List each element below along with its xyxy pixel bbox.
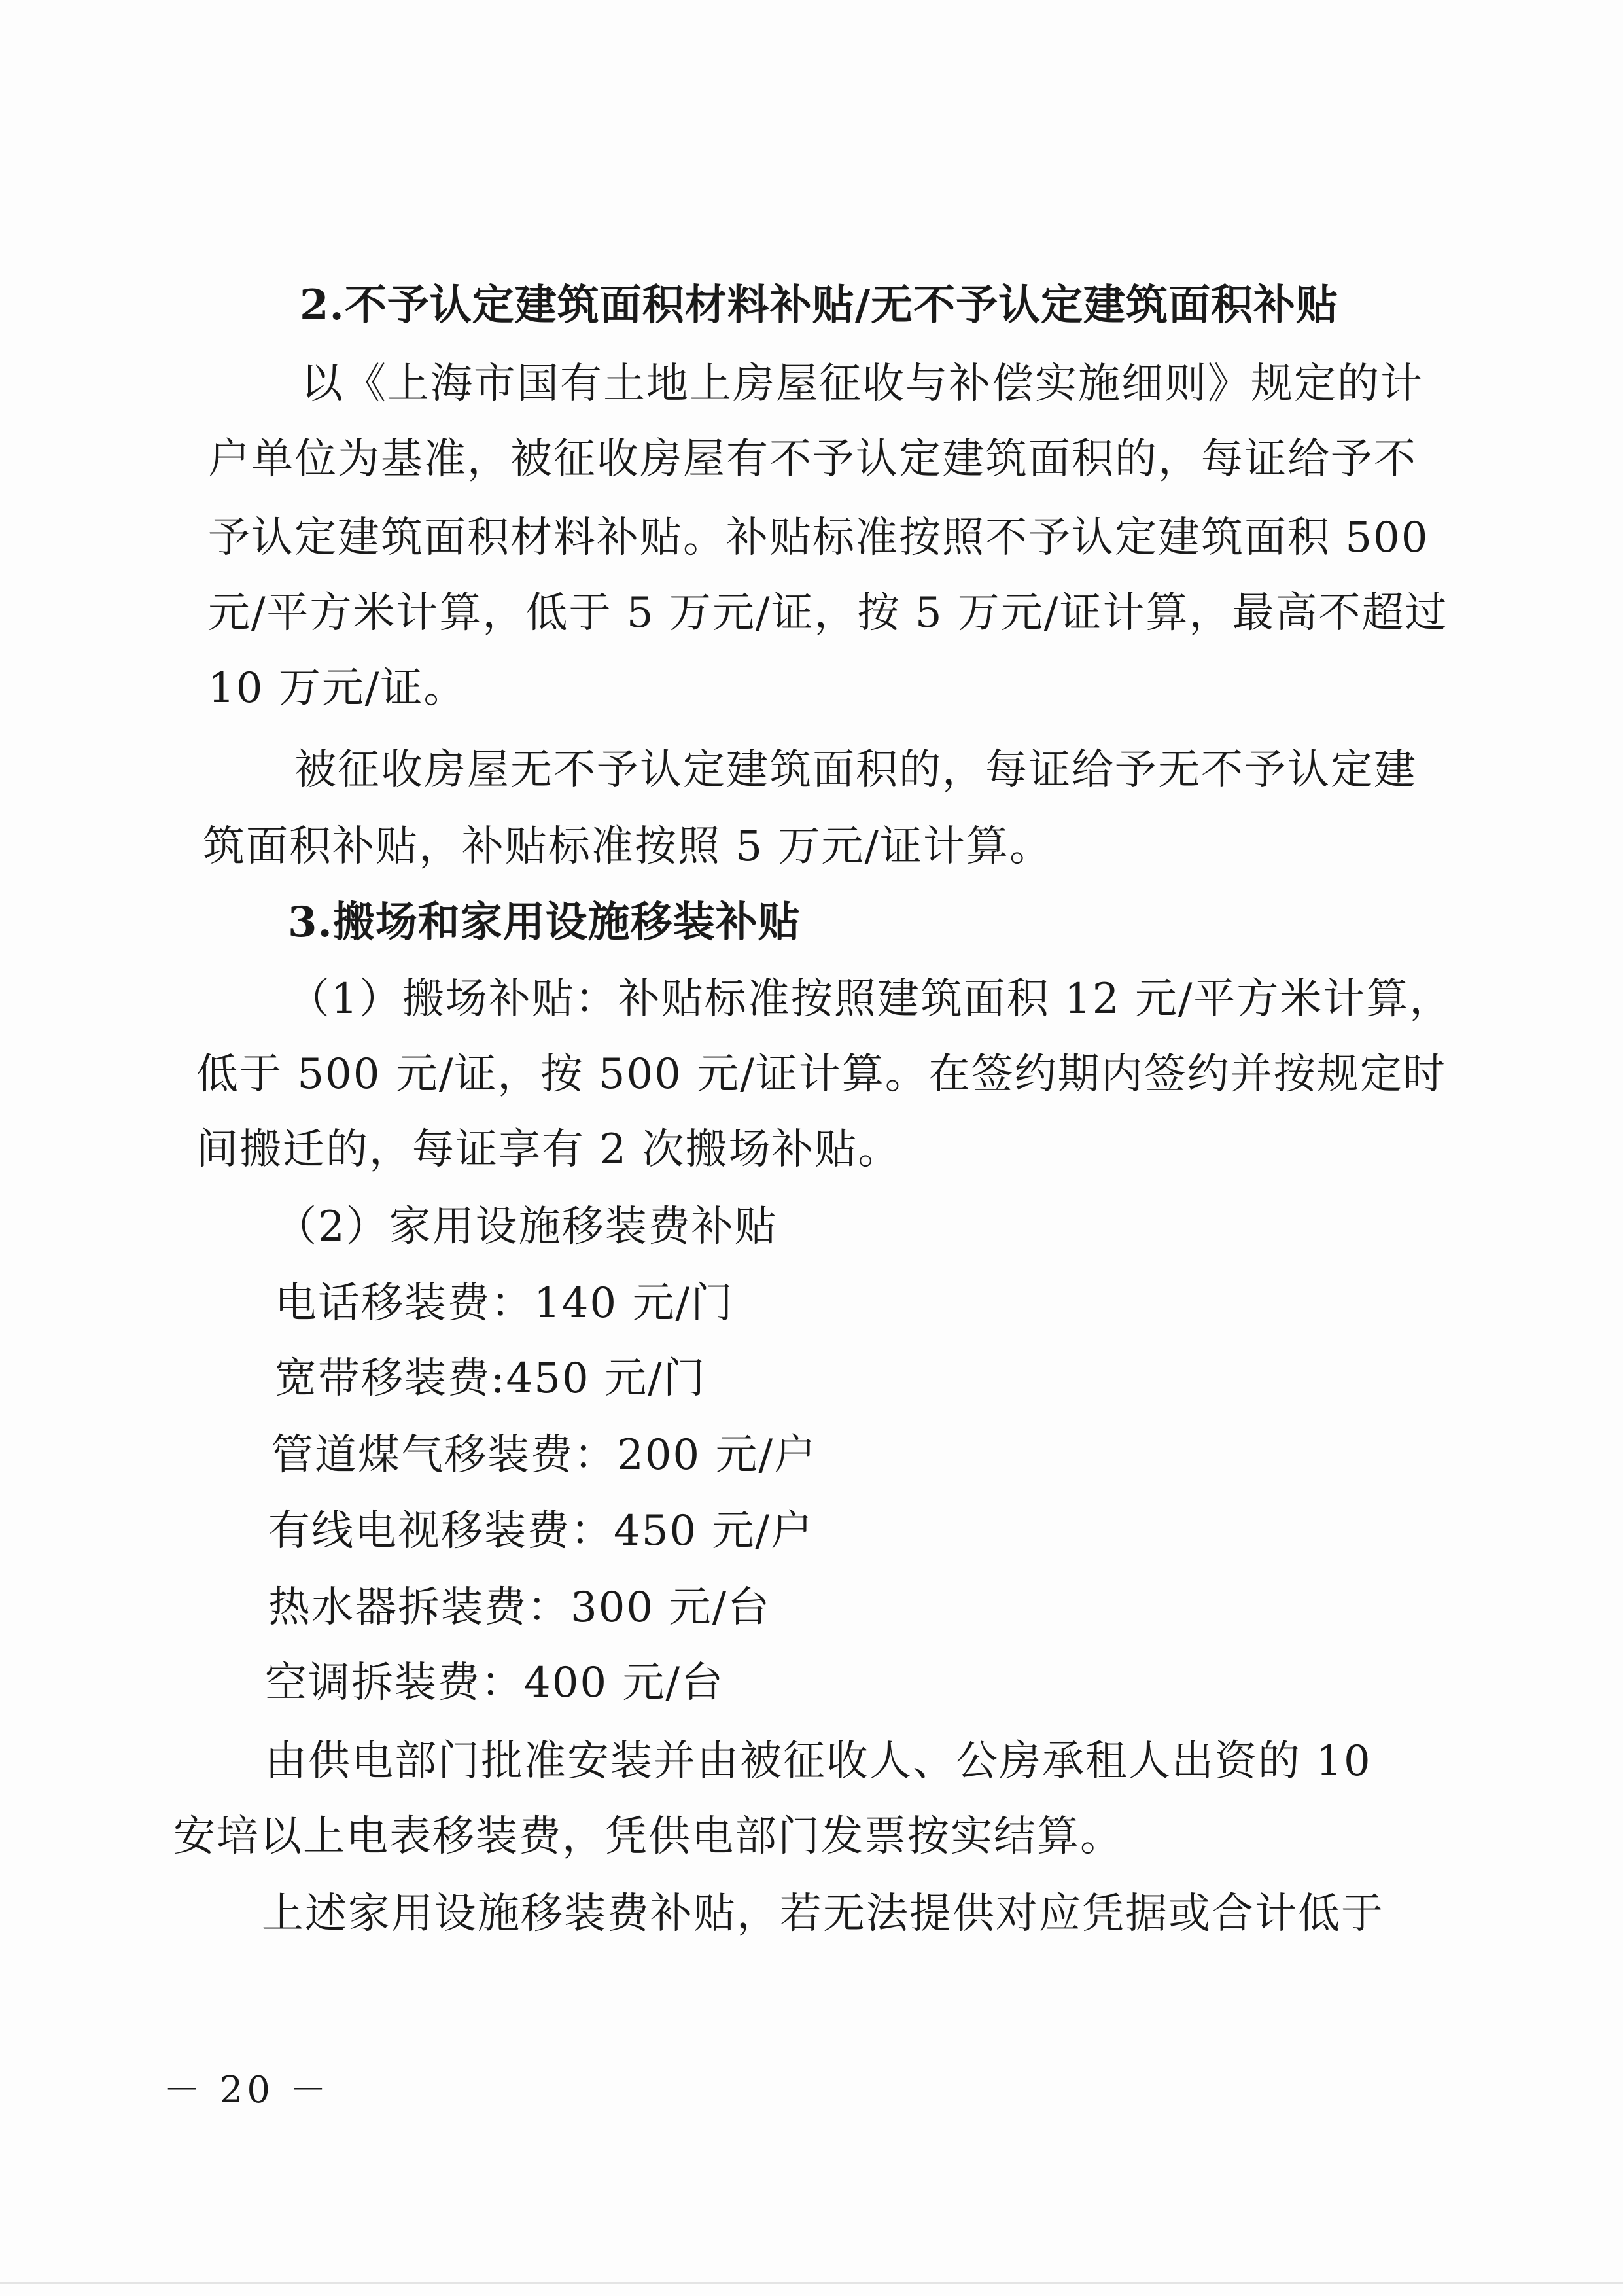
fee-item: 宽带移装费:450 元/门 — [275, 1354, 707, 1403]
paragraph-line: （1）搬场补贴：补贴标准按照建筑面积 12 元/平方米计算， — [288, 975, 1453, 1023]
paragraph-line: 间搬迁的，每证享有 2 次搬场补贴。 — [196, 1125, 901, 1174]
paragraph-line: 筑面积补贴，补贴标准按照 5 万元/证计算。 — [203, 822, 1053, 871]
paragraph-line: 10 万元/证。 — [208, 664, 467, 713]
paragraph-line: 予认定建筑面积材料补贴。补贴标准按照不予认定建筑面积 500 — [208, 514, 1429, 562]
paragraph-line: 以《上海市国有土地上房屋征收与补偿实施细则》规定的计 — [301, 360, 1423, 408]
paragraph-line: 安培以上电表移装费，凭供电部门发票按实结算。 — [173, 1812, 1123, 1861]
fee-item: 电话移装费：140 元/门 — [275, 1279, 735, 1328]
scan-edge — [0, 2282, 1623, 2284]
fee-item: 热水器拆装费：300 元/台 — [268, 1583, 771, 1632]
fee-item: 空调拆装费：400 元/台 — [265, 1659, 725, 1707]
fee-item: 管道煤气移装费：200 元/户 — [271, 1431, 818, 1479]
paragraph-line: 由供电部门批准安装并由被征收人、公房承租人出资的 10 — [265, 1737, 1372, 1786]
page-number: － 20 － — [164, 2069, 330, 2111]
paragraph-line: 被征收房屋无不予认定建筑面积的，每证给予无不予认定建 — [294, 746, 1417, 794]
paragraph-line: 户单位为基准，被征收房屋有不予认定建筑面积的，每证给予不 — [208, 435, 1417, 484]
paragraph-line: 低于 500 元/证，按 500 元/证计算。在签约期内签约并按规定时 — [196, 1050, 1446, 1099]
paragraph-line: 上述家用设施移装费补贴，若无法提供对应凭据或合计低于 — [262, 1890, 1384, 1938]
sub-heading-2: （2）家用设施移装费补贴 — [275, 1203, 778, 1251]
section-heading-3: 3.搬场和家用设施移装补贴 — [288, 898, 801, 947]
paragraph-line: 元/平方米计算，低于 5 万元/证，按 5 万元/证计算，最高不超过 — [208, 589, 1448, 637]
section-heading-2: 2.不予认定建筑面积材料补贴/无不予认定建筑面积补贴 — [300, 281, 1339, 330]
fee-item: 有线电视移装费：450 元/户 — [268, 1507, 814, 1555]
